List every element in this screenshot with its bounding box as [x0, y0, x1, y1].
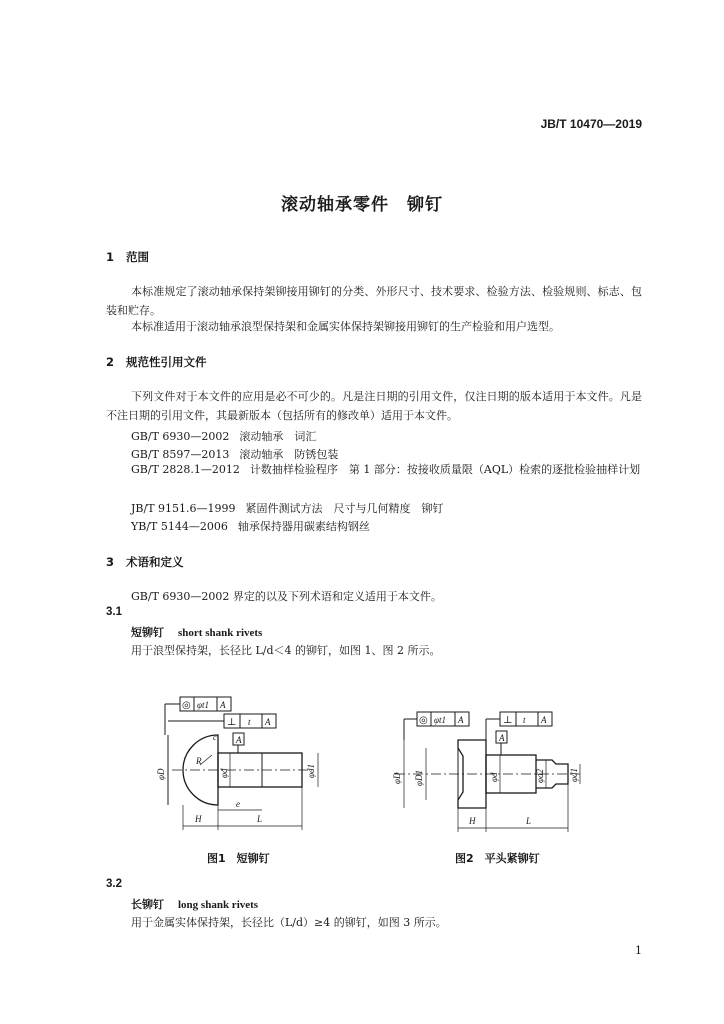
reference-item: [106, 461, 642, 480]
standard-number: JB/T 10470—2019: [540, 117, 642, 131]
section-title: 术语和定义: [126, 555, 184, 569]
term-3-2: [131, 896, 258, 912]
dim-L: L: [526, 816, 532, 826]
term-3-2-definition: 用于金属实体保持架，长径比（L/d）≥4 的铆钉，如图 3 所示。: [131, 916, 447, 929]
section-1-heading: [106, 249, 149, 265]
reference-title: 计数抽样检验程序 第 1 部分：按接收质量限（AQL）检索的逐批检验抽样计划: [249, 463, 641, 476]
coaxiality-frame: [180, 697, 231, 711]
reference-code: GB/T 6930—2002: [131, 430, 230, 443]
perpendicularity-symbol: ⊥: [227, 717, 237, 728]
reference-item: [131, 518, 380, 534]
section-1-paragraph-2: 本标准适用于滚动轴承浪型保持架和金属实体保持架铆接用铆钉的生产检验和用户选型。: [131, 320, 560, 333]
reference-title: 紧固件测试方法 尺寸与几何精度 铆钉: [245, 502, 444, 515]
section-2-heading: [106, 354, 207, 370]
dim-phi-D1: φD1: [414, 770, 424, 786]
perpendicularity-symbol: ⊥: [503, 715, 513, 726]
datum-a-label: A: [236, 735, 242, 745]
term-english: short shank rivets: [178, 627, 263, 639]
dim-e: e: [236, 799, 240, 809]
tolerance-t1: φt1: [197, 700, 209, 710]
datum-ref: A: [541, 715, 547, 725]
reference-title: 轴承保持器用碳素结构钢丝: [237, 520, 370, 533]
reference-item: [131, 428, 326, 444]
section-number: 1: [106, 250, 115, 264]
datum-a-label: A: [499, 733, 505, 743]
tolerance-t: t: [523, 715, 526, 725]
coaxiality-symbol: ◎: [182, 700, 191, 711]
page-number: 1: [635, 944, 642, 957]
dim-R: R: [196, 756, 202, 766]
reference-code: GB/T 2828.1—2012: [131, 463, 240, 476]
section-title: 范围: [126, 250, 149, 264]
reference-code: JB/T 9151.6—1999: [131, 502, 236, 515]
figure-2-drawing: [385, 700, 590, 835]
reference-title: 滚动轴承 防锈包装: [239, 448, 339, 461]
tolerance-t1: φt1: [434, 715, 446, 725]
term-3-1: [131, 624, 262, 640]
dim-phi-d: φd: [219, 768, 229, 778]
dim-H: H: [195, 814, 202, 824]
dim-phi-d1: φd1: [569, 768, 579, 782]
section-3-heading: [106, 554, 184, 570]
section-1-paragraph-1: 本标准规定了滚动轴承保持架铆接用铆钉的分类、外形尺寸、技术要求、检验方法、检验规则、标志、包装和贮存。: [106, 285, 642, 317]
term-chinese: 短铆钉: [131, 626, 164, 639]
section-title: 规范性引用文件: [126, 355, 207, 369]
term-3-1-definition: 用于浪型保持架，长径比 L/d＜4 的铆钉，如图 1、图 2 所示。: [131, 644, 441, 657]
section-2-intro: 下列文件对于本文件的应用是必不可少的。凡是注日期的引用文件，仅注日期的版本适用于本文件。凡是不注日期的引用文件，其最新版本（包括所有的修改单）适用于本文件。: [106, 390, 642, 422]
dim-phi-D: φD: [392, 772, 402, 784]
reference-title: 滚动轴承 词汇: [239, 430, 317, 443]
term-3-2-number: 3.2: [106, 878, 122, 890]
reference-item: [131, 500, 454, 516]
dim-L: L: [257, 814, 263, 824]
dim-phi-D: φD: [156, 768, 166, 780]
figure-2-caption: 图2 平头紧铆钉: [455, 852, 540, 865]
datum-ref: A: [458, 715, 464, 725]
dim-phi-d: φd: [489, 772, 499, 782]
dim-phi-d2: φd2: [535, 769, 545, 783]
reference-code: GB/T 8597—2013: [131, 448, 230, 461]
datum-ref: A: [220, 700, 226, 710]
dim-c: c: [213, 733, 217, 742]
figure-1-drawing: [150, 692, 350, 832]
document-title: 滚动轴承零件 铆钉: [281, 195, 443, 215]
reference-code: YB/T 5144—2006: [131, 520, 228, 533]
term-chinese: 长铆钉: [131, 898, 164, 911]
section-3-intro: GB/T 6930—2002 界定的以及下列术语和定义适用于本文件。: [131, 590, 442, 603]
perpendicularity-frame: [224, 714, 276, 728]
perpendicularity-frame: [500, 712, 552, 726]
coaxiality-frame: [417, 712, 469, 726]
tolerance-t: t: [248, 717, 251, 727]
dim-H: H: [469, 816, 476, 826]
term-3-1-number: 3.1: [106, 606, 122, 618]
datum-ref: A: [265, 717, 271, 727]
section-number: 2: [106, 355, 115, 369]
reference-item: [131, 446, 348, 462]
section-number: 3: [106, 555, 115, 569]
figure-1-caption: 图1 短铆钉: [207, 852, 270, 865]
dim-phi-d1: φd1: [306, 764, 316, 778]
term-english: long shank rivets: [178, 899, 259, 911]
coaxiality-symbol: ◎: [419, 715, 428, 726]
